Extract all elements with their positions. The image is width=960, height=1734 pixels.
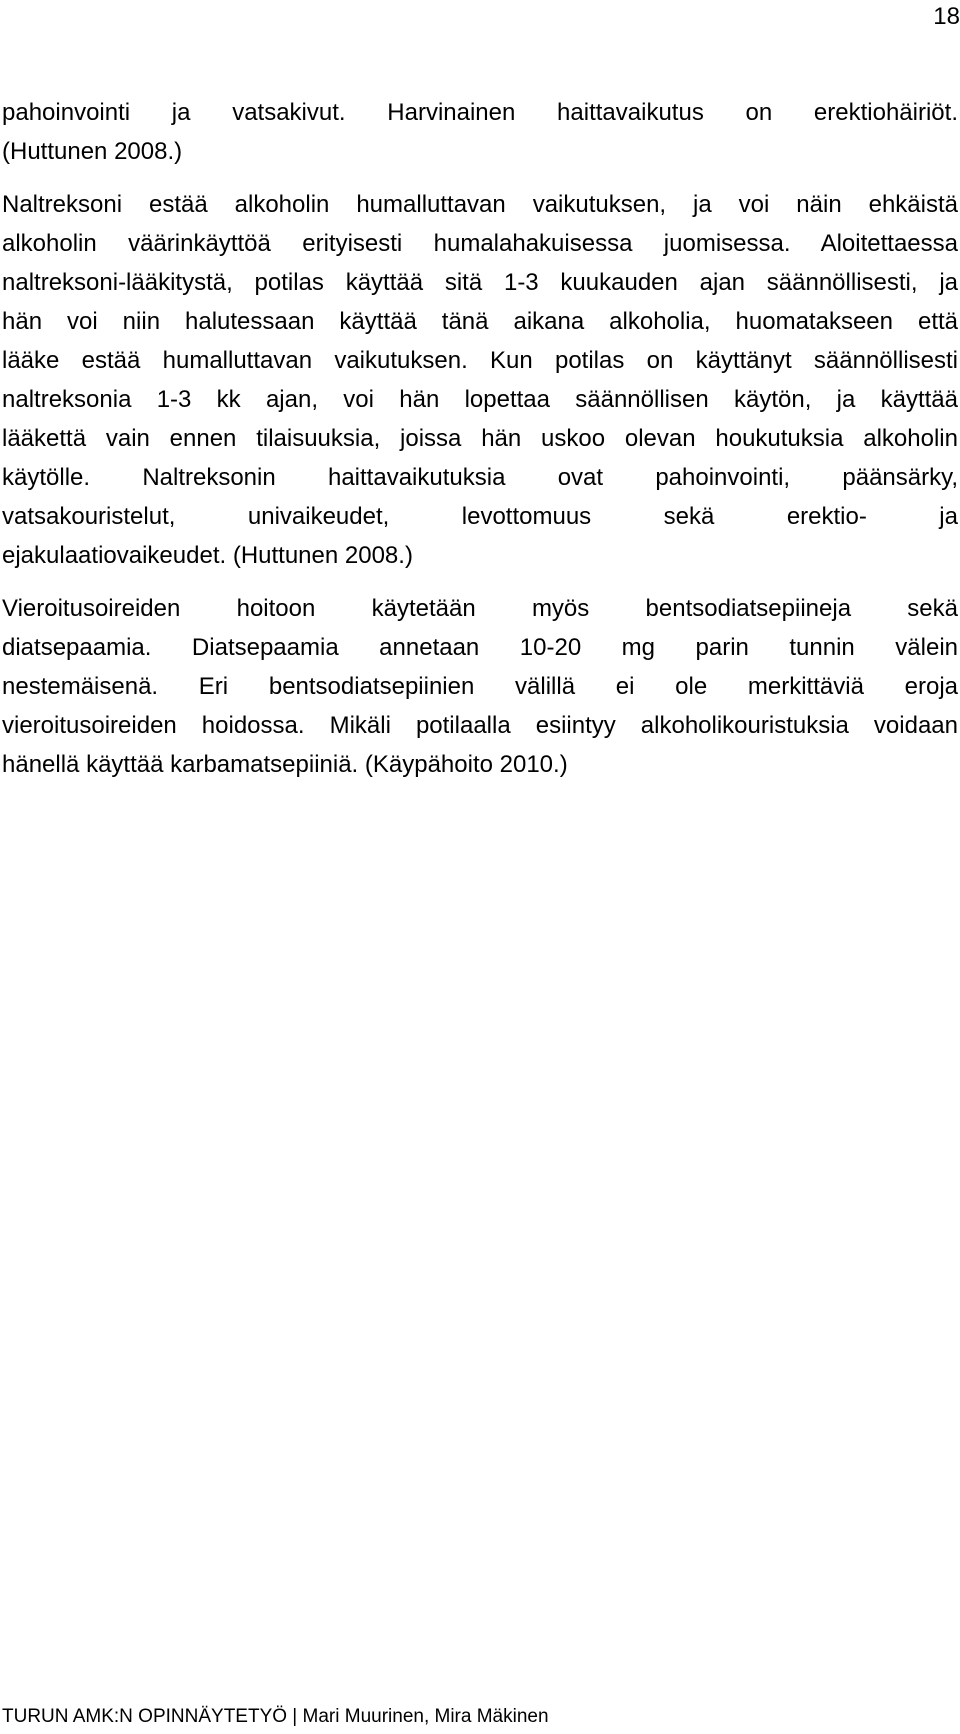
paragraph-withdrawal bbox=[2, 589, 958, 784]
body-text bbox=[2, 93, 958, 784]
text-line: lääkettä vain ennen tilaisuuksia, joissa hän uskoo olevan houkutuksia alkoholin bbox=[2, 425, 958, 452]
text-line: vieroitusoireiden hoidossa. Mikäli potilaalla esiintyy alkoholikouristuksia voidaan bbox=[2, 712, 958, 739]
page-number: 18 bbox=[933, 3, 960, 30]
text-line: naltreksonia 1-3 kk ajan, voi hän lopettaa säännöllisen käytön, ja käyttää bbox=[2, 386, 958, 413]
text-line: hänellä käyttää karbamatsepiiniä. (Käypähoito 2010.) bbox=[2, 751, 568, 778]
text-line: käytölle. Naltreksonin haittavaikutuksia ovat pahoinvointi, päänsärky, bbox=[2, 464, 958, 491]
text-line: lääke estää humalluttavan vaikutuksen. Kun potilas on käyttänyt säännöllisesti bbox=[2, 347, 958, 374]
text-line: alkoholin väärinkäyttöä erityisesti humalahakuisessa juomisessa. Aloitettaessa bbox=[2, 230, 958, 257]
text-line: ejakulaatiovaikeudet. (Huttunen 2008.) bbox=[2, 542, 413, 569]
text-line: Naltreksoni estää alkoholin humalluttavan vaikutuksen, ja voi näin ehkäistä bbox=[2, 191, 958, 218]
text-line: vatsakouristelut, univaikeudet, levottomuus sekä erektio- ja bbox=[2, 503, 958, 530]
text-line: hän voi niin halutessaan käyttää tänä aikana alkoholia, huomatakseen että bbox=[2, 308, 958, 335]
text-line: diatsepaamia. Diatsepaamia annetaan 10-20 mg parin tunnin välein bbox=[2, 634, 958, 661]
page-footer: TURUN AMK:N OPINNÄYTETYÖ | Mari Muurinen, Mira Mäkinen bbox=[2, 1706, 549, 1727]
text-line: naltreksoni-lääkitystä, potilas käyttää sitä 1-3 kuukauden ajan säännöllisesti, ja bbox=[2, 269, 958, 296]
paragraph-naltrexone bbox=[2, 185, 958, 575]
text-line: (Huttunen 2008.) bbox=[2, 138, 183, 165]
text-line: Vieroitusoireiden hoitoon käytetään myös bentsodiatsepiineja sekä bbox=[2, 595, 958, 622]
text-line: pahoinvointi ja vatsakivut. Harvinainen haittavaikutus on erektiohäiriöt. bbox=[2, 99, 958, 126]
paragraph-side-effects bbox=[2, 93, 958, 171]
text-line: nestemäisenä. Eri bentsodiatsepiinien välillä ei ole merkittäviä eroja bbox=[2, 673, 958, 700]
